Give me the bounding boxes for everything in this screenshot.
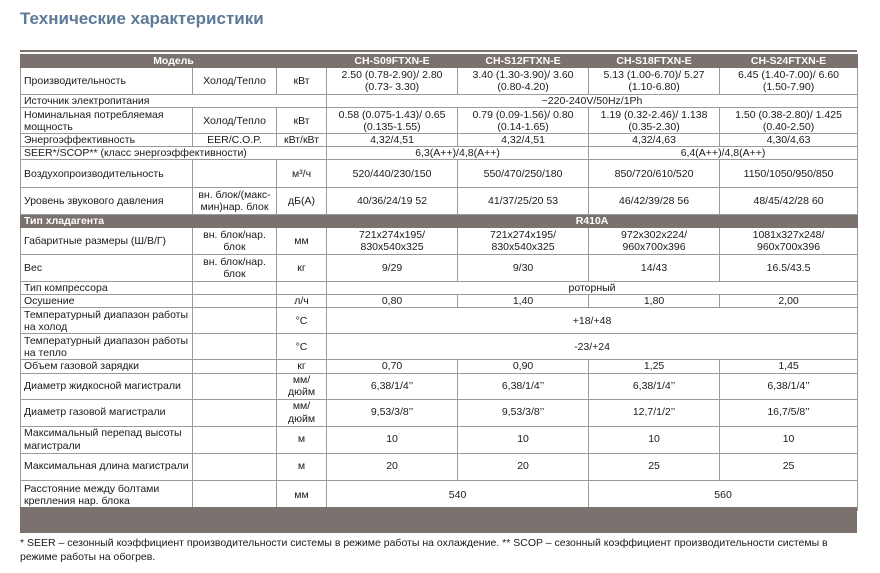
row-unit: кВт bbox=[277, 68, 327, 95]
cell-value: 16.5/43.5 bbox=[720, 255, 858, 282]
table-row bbox=[21, 134, 858, 147]
row-unit: °С bbox=[277, 334, 327, 360]
row-label: Тип хладагента bbox=[21, 215, 327, 228]
cell-value: 9,53/3/8’’ bbox=[327, 399, 458, 426]
row-unit: кВт/кВт bbox=[277, 134, 327, 147]
cell-value: 6,38/1/4’’ bbox=[327, 373, 458, 399]
row-label: Источник электропитания bbox=[21, 95, 327, 108]
cell-value: 2.50 (0.78-2.90)/ 2.80 (0.73- 3.30) bbox=[327, 68, 458, 95]
row-label: Воздухопроизводительность bbox=[21, 160, 193, 188]
cell-value: 0.79 (0.09-1.56)/ 0.80 (0.14-1.65) bbox=[458, 108, 589, 134]
cell-value: 20 bbox=[327, 453, 458, 480]
table-row bbox=[21, 160, 858, 188]
cell-value: 540 bbox=[327, 480, 589, 510]
table-row bbox=[21, 188, 858, 215]
table-row bbox=[21, 426, 858, 453]
cell-value: 6,38/1/4’’ bbox=[720, 373, 858, 399]
cell-value: R410A bbox=[327, 215, 858, 228]
row-label: Температурный диапазон работы на тепло bbox=[21, 334, 193, 360]
cell-value: 1,25 bbox=[589, 360, 720, 373]
row-unit: кг bbox=[277, 360, 327, 373]
table-row bbox=[21, 295, 858, 308]
row-condition bbox=[193, 295, 277, 308]
cell-value: 9/29 bbox=[327, 255, 458, 282]
row-label: Габаритные размеры (Ш/В/Г) bbox=[21, 228, 193, 255]
row-label: Энергоэффективность bbox=[21, 134, 193, 147]
row-label: Тип компрессора bbox=[21, 282, 193, 295]
row-condition bbox=[193, 426, 277, 453]
row-condition bbox=[193, 282, 277, 295]
cell-value: 4,30/4,63 bbox=[720, 134, 858, 147]
row-condition bbox=[193, 308, 277, 334]
model-1: CH-S09FTXN-E bbox=[327, 55, 458, 68]
model-2: CH-S12FTXN-E bbox=[458, 55, 589, 68]
table-row bbox=[21, 255, 858, 282]
row-unit: мм bbox=[277, 228, 327, 255]
row-unit: м bbox=[277, 453, 327, 480]
cell-value: +18/+48 bbox=[327, 308, 858, 334]
row-condition bbox=[193, 360, 277, 373]
cell-value: 1081x327x248/ 960x700x396 bbox=[720, 228, 858, 255]
cell-value: 16,7/5/8’’ bbox=[720, 399, 858, 426]
table-row bbox=[21, 373, 858, 399]
cell-value: 9/30 bbox=[458, 255, 589, 282]
table-row bbox=[21, 360, 858, 373]
row-condition bbox=[193, 373, 277, 399]
footnote: * SEER – сезонный коэффициент производительности системы в режиме работы на охлаждение. ** SCOP – сезонный коэффициент производительности системы в режиме работы на обогрев. bbox=[20, 537, 828, 563]
cell-value: 41/37/25/20 53 bbox=[458, 188, 589, 215]
row-condition bbox=[193, 399, 277, 426]
row-label: Номинальная потребляемая мощность bbox=[21, 108, 193, 134]
table-row bbox=[21, 334, 858, 360]
row-label: SEER*/SCOP** (класс энергоэффективности) bbox=[21, 147, 327, 160]
cell-value: 6,4(A++)/4,8(A++) bbox=[589, 147, 858, 160]
row-condition: Холод/Тепло bbox=[193, 108, 277, 134]
cell-value: 721x274x195/ 830x540x325 bbox=[327, 228, 458, 255]
row-label: Осушение bbox=[21, 295, 193, 308]
cell-value: 1,40 bbox=[458, 295, 589, 308]
table-row bbox=[21, 308, 858, 334]
cell-value: 46/42/39/28 56 bbox=[589, 188, 720, 215]
row-unit: мм/ дюйм bbox=[277, 373, 327, 399]
cell-value: 10 bbox=[327, 426, 458, 453]
cell-value: 6,38/1/4’’ bbox=[589, 373, 720, 399]
cell-value: 1.50 (0.38-2.80)/ 1.425 (0.40-2.50) bbox=[720, 108, 858, 134]
row-label: Температурный диапазон работы на холод bbox=[21, 308, 193, 334]
cell-value: 850/720/610/520 bbox=[589, 160, 720, 188]
table-row bbox=[21, 399, 858, 426]
cell-value: 4,32/4,51 bbox=[327, 134, 458, 147]
cell-value: 1,45 bbox=[720, 360, 858, 373]
table-row bbox=[21, 480, 858, 510]
row-unit: м³/ч bbox=[277, 160, 327, 188]
row-unit: кг bbox=[277, 255, 327, 282]
row-unit: мм/ дюйм bbox=[277, 399, 327, 426]
row-unit: дБ(А) bbox=[277, 188, 327, 215]
row-label: Максимальная длина магистрали bbox=[21, 453, 193, 480]
cell-value: 0.58 (0.075-1.43)/ 0.65 (0.135-1.55) bbox=[327, 108, 458, 134]
cell-value: 560 bbox=[589, 480, 858, 510]
row-unit: кВт bbox=[277, 108, 327, 134]
row-label: Уровень звукового давления bbox=[21, 188, 193, 215]
cell-value: 25 bbox=[720, 453, 858, 480]
cell-value: 6,38/1/4’’ bbox=[458, 373, 589, 399]
table-row bbox=[21, 68, 858, 95]
cell-value: 550/470/250/180 bbox=[458, 160, 589, 188]
cell-value: 0,80 bbox=[327, 295, 458, 308]
row-condition bbox=[193, 160, 277, 188]
cell-value: 1150/1050/950/850 bbox=[720, 160, 858, 188]
row-label: Максимальный перепад высоты магистрали bbox=[21, 426, 193, 453]
cell-value: 6.45 (1.40-7.00)/ 6.60 (1.50-7.90) bbox=[720, 68, 858, 95]
row-condition: вн. блок/нар. блок bbox=[193, 255, 277, 282]
top-divider bbox=[20, 50, 857, 52]
cell-value: ~220-240V/50Hz/1Ph bbox=[327, 95, 858, 108]
row-condition: Холод/Тепло bbox=[193, 68, 277, 95]
cell-value: -23/+24 bbox=[327, 334, 858, 360]
cell-value: 3.40 (1.30-3.90)/ 3.60 (0.80-4.20) bbox=[458, 68, 589, 95]
spec-table bbox=[20, 54, 858, 511]
table-row bbox=[21, 147, 858, 160]
cell-value: 4,32/4,51 bbox=[458, 134, 589, 147]
row-label: Расстояние между болтами крепления нар. блока bbox=[21, 480, 193, 510]
cell-value: 0,70 bbox=[327, 360, 458, 373]
cell-value: 25 bbox=[589, 453, 720, 480]
table-row bbox=[21, 453, 858, 480]
cell-value: 721x274x195/ 830x540x325 bbox=[458, 228, 589, 255]
cell-value: 48/45/42/28 60 bbox=[720, 188, 858, 215]
page-title: Технические характеристики bbox=[20, 9, 264, 28]
row-condition bbox=[193, 480, 277, 510]
row-label: Диаметр газовой магистрали bbox=[21, 399, 193, 426]
cell-value: 10 bbox=[589, 426, 720, 453]
row-condition: EER/C.O.P. bbox=[193, 134, 277, 147]
model-header: Модель bbox=[21, 55, 327, 68]
table-row bbox=[21, 228, 858, 255]
cell-value: 9,53/3/8’’ bbox=[458, 399, 589, 426]
cell-value: 5.13 (1.00-6.70)/ 5.27 (1.10-6.80) bbox=[589, 68, 720, 95]
model-4: CH-S24FTXN-E bbox=[720, 55, 858, 68]
table-row bbox=[21, 282, 858, 295]
row-label: Вес bbox=[21, 255, 193, 282]
cell-value: 20 bbox=[458, 453, 589, 480]
cell-value: 10 bbox=[720, 426, 858, 453]
row-condition: вн. блок/(макс-мин)нар. блок bbox=[193, 188, 277, 215]
row-condition bbox=[193, 453, 277, 480]
cell-value: 4,32/4,63 bbox=[589, 134, 720, 147]
cell-value: 10 bbox=[458, 426, 589, 453]
cell-value: 1.19 (0.32-2.46)/ 1.138 (0.35-2.30) bbox=[589, 108, 720, 134]
row-unit: мм bbox=[277, 480, 327, 510]
cell-value: 2,00 bbox=[720, 295, 858, 308]
cell-value: 1,80 bbox=[589, 295, 720, 308]
cell-value: роторный bbox=[327, 282, 858, 295]
table-header-row bbox=[21, 55, 858, 68]
cell-value: 0,90 bbox=[458, 360, 589, 373]
cell-value: 6,3(A++)/4,8(A++) bbox=[327, 147, 589, 160]
row-label: Объем газовой зарядки bbox=[21, 360, 193, 373]
row-unit: м bbox=[277, 426, 327, 453]
refrigerant-row bbox=[21, 215, 858, 228]
model-3: CH-S18FTXN-E bbox=[589, 55, 720, 68]
row-unit: °С bbox=[277, 308, 327, 334]
table-row bbox=[21, 108, 858, 134]
table-row bbox=[21, 95, 858, 108]
row-condition bbox=[193, 334, 277, 360]
row-label: Диаметр жидкосной магистрали bbox=[21, 373, 193, 399]
cell-value: 14/43 bbox=[589, 255, 720, 282]
row-condition: вн. блок/нар. блок bbox=[193, 228, 277, 255]
row-unit: л/ч bbox=[277, 295, 327, 308]
cell-value: 12,7/1/2’’ bbox=[589, 399, 720, 426]
bottom-bar bbox=[20, 507, 857, 533]
row-label: Производительность bbox=[21, 68, 193, 95]
row-unit bbox=[277, 282, 327, 295]
cell-value: 40/36/24/19 52 bbox=[327, 188, 458, 215]
cell-value: 972x302x224/ 960x700x396 bbox=[589, 228, 720, 255]
cell-value: 520/440/230/150 bbox=[327, 160, 458, 188]
